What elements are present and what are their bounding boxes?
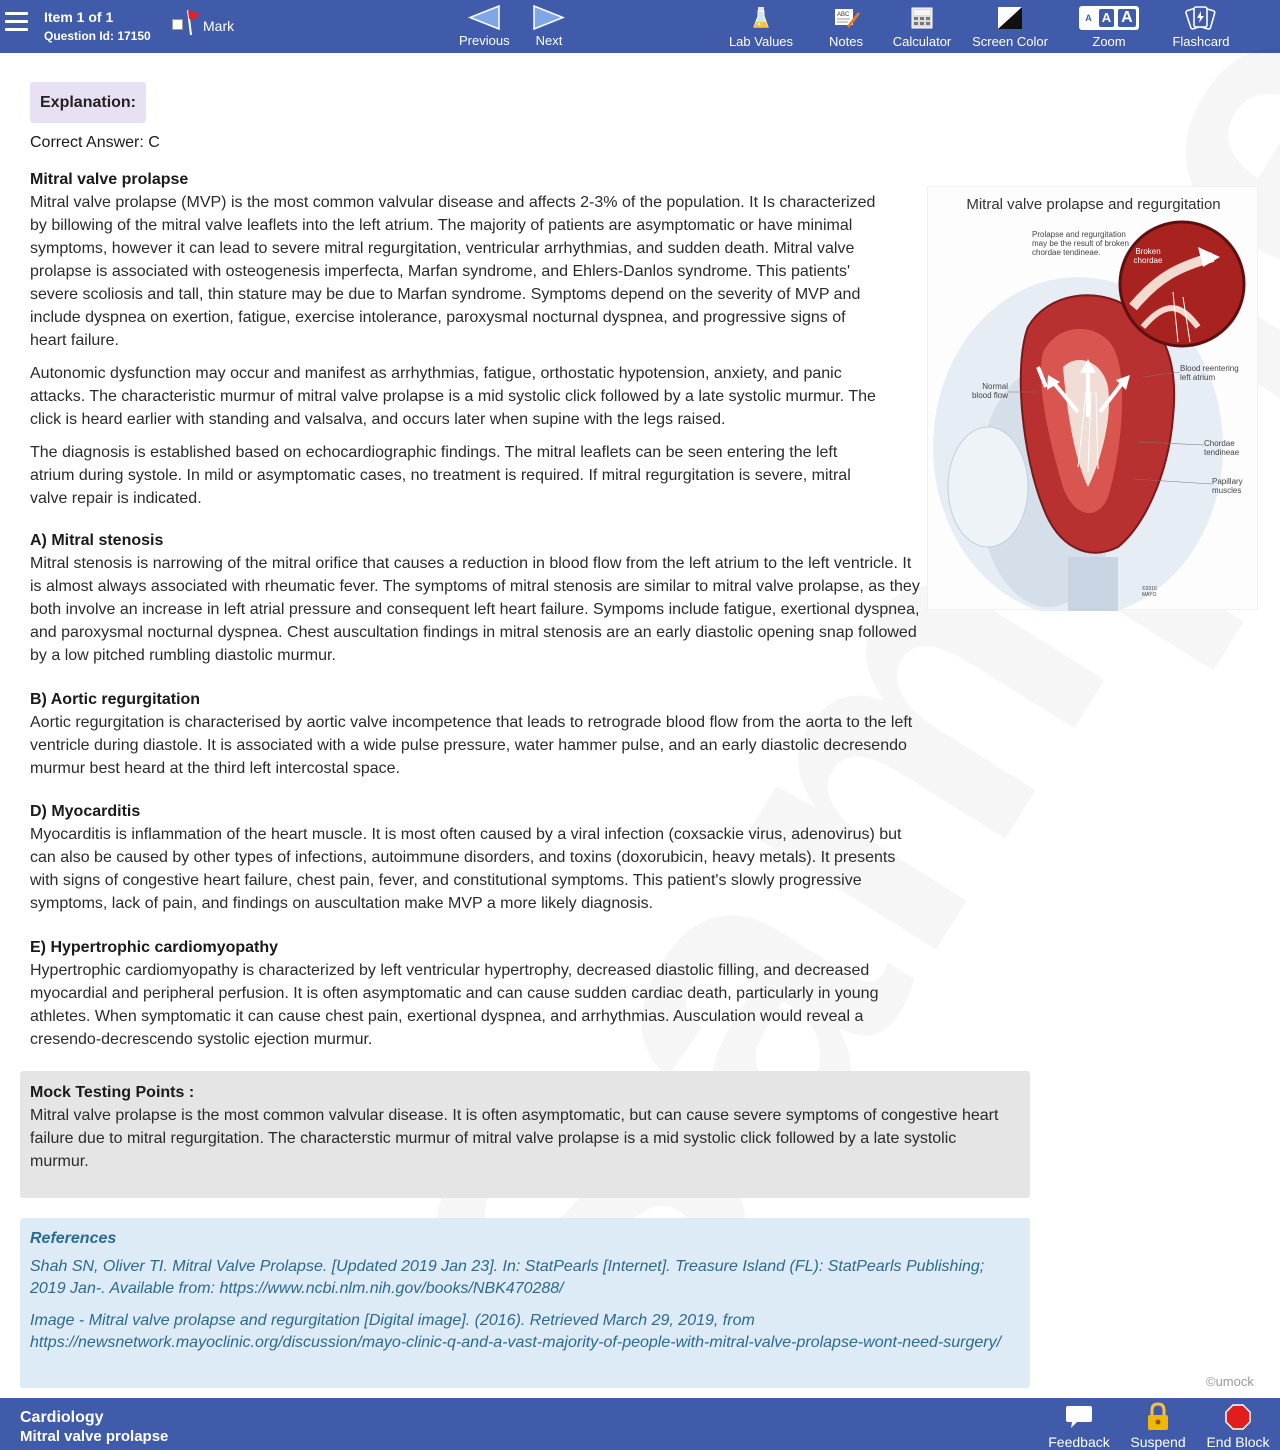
reference-item: Shah SN, Oliver TI. Mitral Valve Prolapse. [Updated 2019 Jan 23]. In: StatPearls [Internet]. Treasure Island (FL): StatPearls Publishing; 2019 Jan-. Available from: https://www.ncbi.nlm.nih.gov/books/NBK470288/: [30, 1258, 985, 1297]
item-counter: Item 1 of 1: [44, 9, 114, 25]
references-box: [20, 1218, 1030, 1388]
zoom-control[interactable]: [1078, 4, 1140, 49]
option-e-text: Hypertrophic cardiomyopathy is characterized by left ventricular hypertrophy, decreased diastolic filling, and decreased myocardial and peripheral perfusion. It is often asymptomatic and can cause sudden cardiac death, particularly in young athletes. When symptomatic it can cause chest pain, exertional dyspnea, and arrhythmias. Ausculation would reveal a cresendo-decrescendo systolic ejection murmur.: [30, 962, 879, 1048]
speech-bubble-icon: [1065, 1404, 1093, 1430]
label-broken-chordae: Broken chordae: [1133, 247, 1163, 265]
next-label: Next: [535, 33, 563, 48]
mvp-title: Mitral valve prolapse: [30, 171, 189, 188]
arrow-right-icon: [532, 4, 566, 31]
option-b-text: Aortic regurgitation is characterised by aortic valve incompetence that leads to retrograde blood flow from the aorta to the left ventricle during diastole. It is associated with a wide pulse pressure, water hammer pulse, and an early diastolic decresendo murmur best heard at the third left intercostal space.: [30, 714, 913, 777]
mvp-paragraph-2: Autonomic dysfunction may occur and manifest as arrhythmias, fatigue, orthostatic hypotension, anxiety, and panic attacks. The characteristic murmur of mitral valve prolapse is a mid systolic click followed by a late systolic murmur. The click is heard earlier with standing and valsalva, and occurs later when supine with the legs raised.: [30, 365, 876, 428]
end-block-button[interactable]: [1206, 1402, 1270, 1450]
flashcard-label: Flashcard: [1172, 34, 1230, 49]
topic-breadcrumb: [20, 1408, 168, 1446]
label-prolapse: Prolapse and regurgitation may be the result of broken chordae tendineae.: [1032, 230, 1129, 257]
figure-title: Mitral valve prolapse and regurgitation: [966, 196, 1221, 213]
zoom-letters[interactable]: [1079, 6, 1138, 30]
section-option-b: [30, 688, 930, 780]
stop-sign-icon: [1224, 1403, 1252, 1431]
mock-points-text: Mitral valve prolapse is the most common valvular disease. It is often asymptomatic, but can cause severe symptoms of congestive heart failure due to mitral regurgitation. The characterstic murmur of mitral valve prolapse is a mid systolic click followed by a late systolic murmur.: [30, 1107, 999, 1170]
notes-label: Notes: [829, 34, 863, 49]
references-title: References: [30, 1230, 117, 1247]
correct-answer: Correct Answer: C: [30, 134, 160, 151]
label-blood-reentering: Blood reentering left atrium: [1180, 364, 1239, 382]
flashcard-button[interactable]: [1170, 4, 1232, 49]
item-info: [44, 9, 151, 45]
end-block-label: End Block: [1206, 1434, 1270, 1450]
option-d-text: Myocarditis is inflammation of the heart muscle. It is most often caused by a viral infection (coxsackie virus, adenovirus) but can also be caused by other types of infections, autoimmune disorders, and toxins (doxorubicin, heavy metals). It presents with signs of congestive heart failure, chest pain, fever, and constitutional symptoms. This patient's slowly progressive symptoms, lack of pain, and findings on auscultation make MVP a more likely diagnosis.: [30, 826, 902, 912]
mark-label: Mark: [203, 18, 235, 34]
feedback-label: Feedback: [1048, 1434, 1110, 1450]
subject-label: Cardiology: [20, 1409, 104, 1426]
bottom-toolbar: [0, 1398, 1280, 1450]
section-mvp: [30, 168, 880, 510]
explanation-label: Explanation:: [30, 82, 146, 123]
mock-points-title: Mock Testing Points :: [30, 1084, 195, 1101]
explanation-content: [30, 82, 930, 1048]
next-button[interactable]: [531, 4, 567, 48]
mark-checkbox[interactable]: [172, 19, 183, 30]
suspend-button[interactable]: [1130, 1402, 1186, 1450]
figure-copyright: ©2016 MAYO: [1142, 586, 1157, 598]
flag-icon: [185, 8, 203, 36]
mvp-paragraph-1: Mitral valve prolapse (MVP) is the most common valvular disease and affects 2-3% of the population. It Is characterized by billowing of the mitral valve leaflets into the left atrium. The majority of patients are asymptomatic or have minimal symptoms, however it can lead to severe mitral regurgitation, ventricular arrhythmias, and sudden death. Mitral valve prolapse is associated with osteogenesis imperfecta, Marfan syndrome, and Ehlers-Danlos syndrome. This patients' severe scoliosis and tall, thin stature may be due to Marfan syndrome. Symptoms depend on the severity of MVP and include dyspnea on exertion, fatigue, exercise intolerance, paroxysmal nocturnal dyspnea, and progressive signs of heart failure.: [30, 194, 876, 349]
calculator-label: Calculator: [892, 34, 952, 49]
section-option-e: [30, 936, 925, 1051]
zoom-medium[interactable]: A: [1099, 9, 1114, 27]
option-e-title: E) Hypertrophic cardiomyopathy: [30, 939, 279, 956]
feedback-button[interactable]: [1048, 1402, 1110, 1450]
reference-item: Image - Mitral valve prolapse and regurgitation [Digital image]. (2016). Retrieved March 29, 2019, from https://newsnetwork.mayoclinic.org/discussion/mayo-clinic-q-and-a-vast-majority-of-people-with-mitral-valve-prolapse-wont-need-surgery/: [30, 1312, 1002, 1351]
screen-color-button[interactable]: [971, 4, 1049, 49]
svg-text:ABC: ABC: [837, 11, 850, 18]
zoom-label: Zoom: [1092, 34, 1126, 49]
option-b-title: B) Aortic regurgitation: [30, 691, 201, 708]
suspend-label: Suspend: [1130, 1434, 1186, 1450]
previous-button[interactable]: [459, 4, 509, 48]
zoom-large[interactable]: A: [1118, 9, 1136, 27]
option-a-text: Mitral stenosis is narrowing of the mitral orifice that causes a reduction in blood flow from the left atrium to the left ventricle. It is almost always associated with rheumatic fever. The symptoms of mitral stenosis are similar to mitral valve prolapse, as they both involve an increase in left atrial pressure and consequent left heart failure. Sympoms include fatigue, exertional dyspnea, and paroxysmal nocturnal dyspnea. Chest auscultation findings in mitral stenosis are an early diastolic opening snap followed by a low pitched rumbling diastolic murmur.: [30, 555, 920, 664]
previous-label: Previous: [459, 33, 510, 48]
flask-icon: [752, 6, 770, 30]
mvp-paragraph-3: The diagnosis is established based on echocardiographic findings. The mitral leaflets can be seen entering the left atrium during systole. In mild or asymptomatic cases, no treatment is required. If mitral regurgitation is severe, mitral valve repair is indicated.: [30, 444, 851, 507]
zoom-small[interactable]: A: [1082, 9, 1095, 27]
mock-testing-points: [20, 1071, 1030, 1198]
flashcard-icon: [1184, 4, 1218, 32]
label-chordae-tendineae: Chordae tendineae: [1204, 439, 1240, 457]
top-toolbar: [0, 0, 1280, 53]
calculator-button[interactable]: [892, 4, 952, 49]
lock-icon: [1146, 1402, 1170, 1432]
copyright-text: ©umock: [1206, 1374, 1254, 1389]
screen-color-label: Screen Color: [972, 34, 1048, 49]
lab-values-label: Lab Values: [728, 34, 794, 49]
question-id: Question Id: 17150: [44, 29, 151, 43]
menu-icon[interactable]: [5, 12, 28, 32]
notes-button[interactable]: [826, 4, 866, 49]
option-a-title: A) Mitral stenosis: [30, 532, 164, 549]
lab-values-button[interactable]: [728, 4, 794, 49]
mvp-illustration: [927, 186, 1258, 610]
label-normal-blood-flow: Normal blood flow: [971, 382, 1008, 400]
section-option-d: [30, 800, 920, 915]
topic-label: Mitral valve prolapse: [20, 1428, 169, 1445]
calculator-icon: [910, 6, 934, 30]
section-option-a: [30, 529, 920, 667]
option-d-title: D) Myocarditis: [30, 803, 141, 820]
label-papillary-muscles: Papillary muscles: [1212, 477, 1243, 495]
notes-icon: [832, 6, 860, 30]
arrow-left-icon: [467, 4, 501, 31]
screen-color-icon: [997, 6, 1023, 30]
